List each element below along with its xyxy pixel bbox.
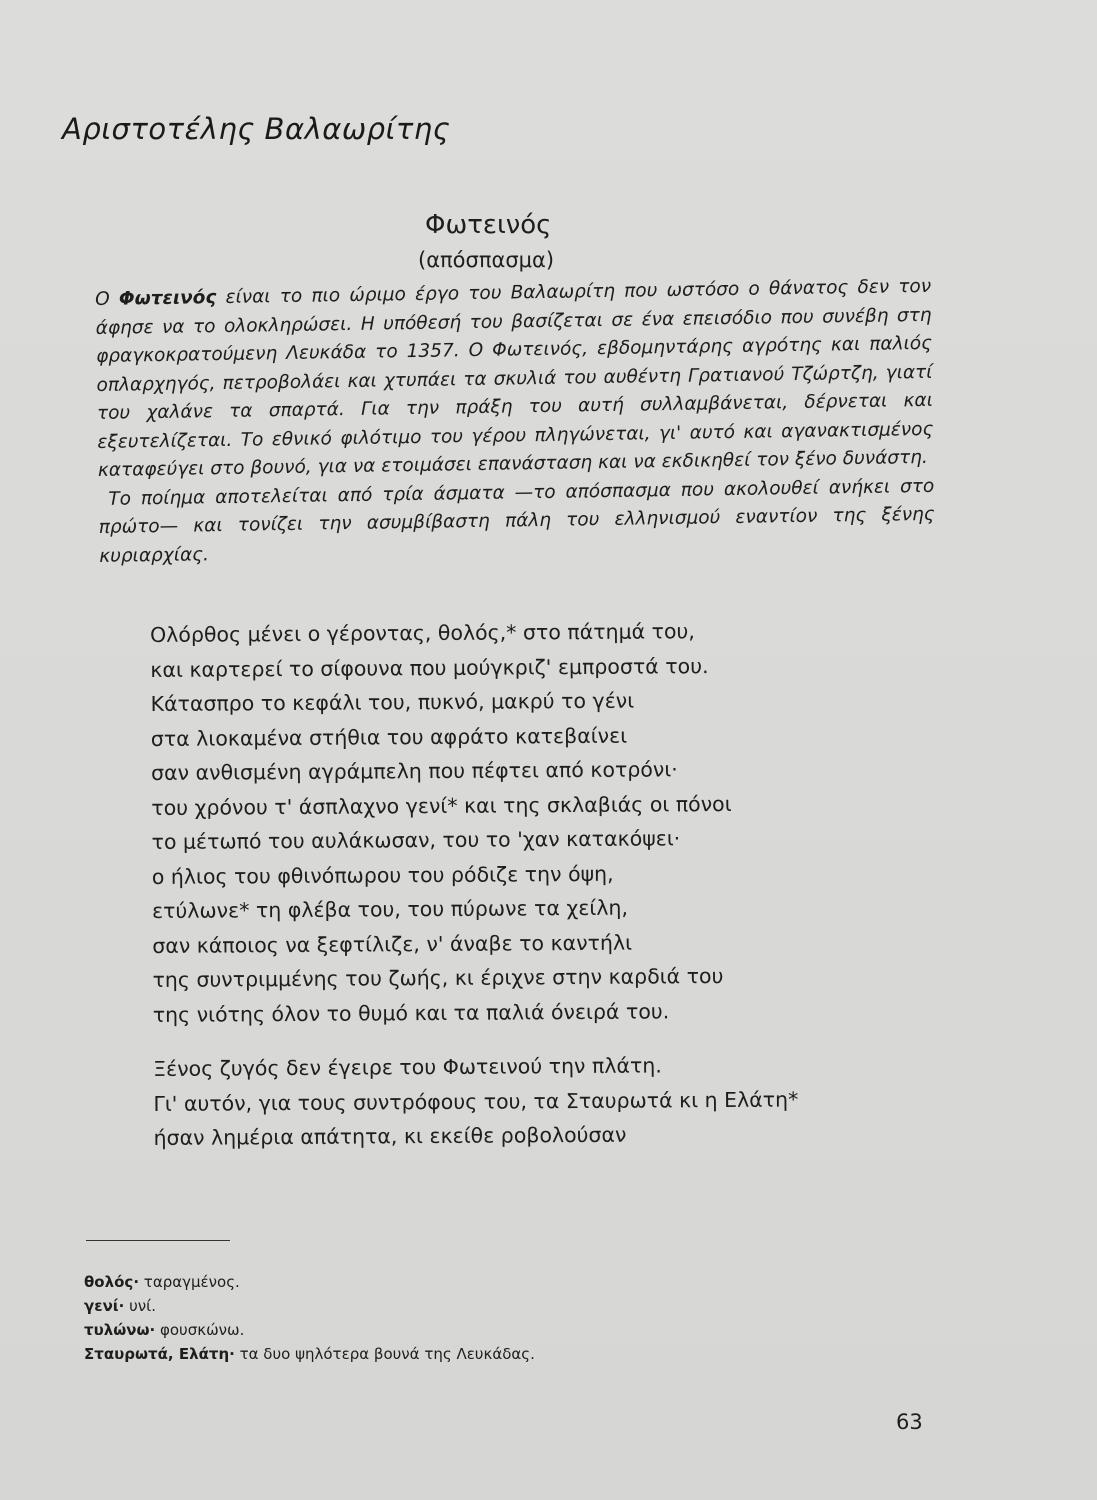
footnote: γενί· υνί.	[84, 1297, 157, 1315]
verse-line: το μέτωπό του αυλάκωσαν, του το 'χαν κατακόψει·	[151, 826, 681, 854]
verse-line: Ολόρθος μένει ο γέροντας, θολός,* στο πάτημά του,	[150, 619, 695, 647]
intro-paragraph-2: Το ποίημα αποτελείται από τρία άσματα —το απόσπασμα που ακολουθεί ανήκει στο πρώτο— και τονίζει την ασυμβίβαστη πάλη του ελληνισμού εναντίον της ξένης κυριαρχίας.	[98, 475, 935, 567]
footnote: Σταυρωτά, Ελάτη· τα δυο ψηλότερα βουνά της Λευκάδας.	[84, 1345, 535, 1363]
poem-subtitle: (απόσπασμα)	[418, 248, 555, 272]
intro-p1-start: Ο	[95, 288, 120, 310]
stanza-1	[150, 613, 853, 1032]
footnote-definition: υνί.	[129, 1297, 157, 1315]
intro-text	[95, 273, 935, 571]
verse-line: στα λιοκαμένα στήθια του αφράτο κατεβαίνει	[150, 723, 628, 751]
footnote: τυλώνω· φουσκώνω.	[84, 1321, 245, 1339]
verse-line: της νιότης όλον το θυμό και τα παλιά όνειρά του.	[152, 998, 670, 1027]
verse-line: Κάτασπρο το κεφάλι του, πυκνό, μακρύ το γένι	[150, 688, 635, 716]
verse-line: σαν κάποιος να ξεφτίλιζε, ν' άναβε το καντήλι	[152, 930, 633, 958]
poem-verse	[150, 613, 854, 1155]
intro-p1-bold-title: Φωτεινός	[118, 287, 217, 310]
footnote-divider	[86, 1240, 230, 1241]
verse-line: σαν ανθισμένη αγράμπελη που πέφτει από κοτρόνι·	[150, 757, 678, 785]
footnote-term: τυλώνω	[84, 1321, 150, 1339]
verse-line: του χρόνου τ' άσπλαχνο γενί* και της σκλαβιάς οι πόνοι	[151, 791, 732, 820]
author-heading: Αριστοτέλης Βαλαωρίτης	[62, 112, 451, 146]
intro-p1-rest: είναι το πιο ώριμο έργο του Βαλαωρίτη που ωστόσο ο θάνατος δεν τον άφησε να το ολοκληρώσει. Η υπόθεσή του βασίζεται σε ένα επεισόδιο που συνέβη στη φραγκοκρατούμενη Λευκάδα το 1357. Ο Φωτεινός, εβδομηντάρης αγρότης και παλιός οπλαρχηγός, πετροβολάει και χτυπάει τα σκυλιά του αυθέντη Γρατιανού Τζώρτζη, γιατί του χαλάνε τα σπαρτά. Για την πράξη του αυτή συλλαμβάνεται, δέρνεται και εξευτελίζεται. Το εθνικό φιλότιμο του γέρου πληγώνεται, γι' αυτό και αγανακτισμένος καταφεύγει στο βουνό, για να ετοιμάσει επανάσταση και να εκδικηθεί τον ξένο δυνάστη.	[95, 275, 934, 481]
stanza-2	[153, 1047, 854, 1155]
verse-line: ο ήλιος του φθινόπωρου του ρόδιζε την όψη,	[151, 861, 614, 889]
footnote-term: γενί	[84, 1297, 119, 1315]
page-number: 63	[896, 1410, 923, 1434]
footnote-term: θολός	[84, 1273, 134, 1291]
footnote-definition: φουσκώνω.	[159, 1321, 245, 1339]
footnote-definition: ταραγμένος.	[143, 1273, 240, 1291]
verse-line: και καρτερεί το σίφουνα που μούγκριζ' εμπροστά του.	[150, 653, 709, 682]
verse-line: ήσαν λημέρια απάτητα, κι εκείθε ροβολούσαν	[153, 1122, 627, 1150]
intro-paragraph-1	[95, 273, 934, 486]
footnotes	[84, 1270, 535, 1366]
verse-line: Ξένος ζυγός δεν έγειρε του Φωτεινού την πλάτη.	[153, 1053, 662, 1081]
verse-line: Γι' αυτόν, για τους συντρόφους του, τα Σταυρωτά κι η Ελάτη*	[153, 1086, 799, 1116]
poem-title: Φωτεινός	[425, 210, 552, 240]
verse-line: ετύλωνε* τη φλέβα του, του πύρωνε τα χείλη,	[151, 895, 629, 923]
footnote-definition: τα δυο ψηλότερα βουνά της Λευκάδας.	[239, 1345, 535, 1363]
verse-line: της συντριμμένης του ζωής, κι έριχνε στην καρδιά του	[152, 964, 724, 992]
footnote: θολός· ταραγμένος.	[84, 1273, 240, 1291]
footnote-term: Σταυρωτά, Ελάτη	[84, 1345, 230, 1363]
